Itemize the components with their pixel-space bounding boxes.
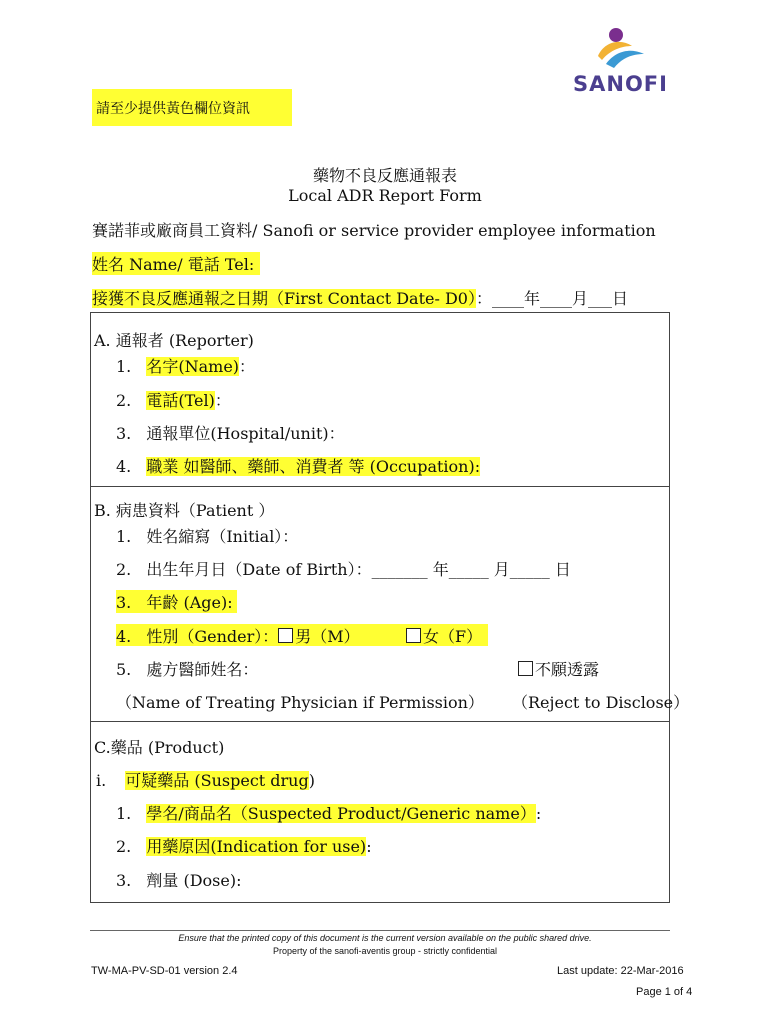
patient-initial-row [116, 524, 298, 547]
item-number: 1. [116, 527, 132, 546]
physician-row [116, 657, 258, 680]
reporter-hospital-row [116, 421, 345, 444]
employee-heading: 賽諾菲或廠商員工資料/ Sanofi or service provider employee information [92, 221, 656, 240]
item-number: 1. [116, 357, 132, 376]
colon: : [535, 804, 542, 823]
reporter-hospital-label: 通報單位(Hospital/unit)： [146, 424, 345, 443]
dose-row [116, 868, 241, 891]
footer-property: Property of the sanofi-aventis group - strictly confidential [272, 946, 498, 956]
highlight-note-box [92, 89, 292, 126]
gender-label: 性別（Gender）： [146, 627, 279, 646]
sanofi-logo-icon [570, 24, 670, 74]
product-name-label: 學名/商品名（Suspected Product/Generic name） [146, 804, 536, 823]
reject-label: 不願透露 [535, 660, 600, 679]
reporter-tel-row [116, 388, 231, 411]
dose-label: 劑量 (Dose): [146, 871, 242, 890]
physician-en: （Name of Treating Physician if Permission） [116, 693, 484, 712]
reporter-occupation-row [116, 454, 480, 477]
reporter-occupation-label: 職業 如醫師、藥師、消費者 等 (Occupation): [146, 457, 481, 476]
section-b-heading: B. 病患資料（Patient ） [94, 501, 275, 520]
highlight-note: 請至少提供黃色欄位資訊 [96, 101, 250, 117]
reject-row [518, 657, 599, 680]
colon: : [366, 837, 372, 856]
colon: ： [239, 357, 256, 376]
item-number: i. [96, 771, 107, 790]
patient-dob-row [116, 557, 571, 580]
patient-age-row [116, 590, 237, 613]
item-number: 4. [116, 627, 132, 646]
divider-b-c [90, 721, 670, 722]
item-number: 5. [116, 660, 132, 679]
item-number: 2. [116, 560, 132, 579]
title-en: Local ADR Report Form [288, 186, 482, 205]
reporter-tel-label: 電話(Tel) [146, 391, 215, 410]
indication-row [116, 834, 372, 857]
first-contact-label: 接獲不良反應通報之日期（First Contact Date- D0） [92, 289, 476, 308]
footer-disclaimer: Ensure that the printed copy of this document is the current version available on the public shared drive. [178, 933, 592, 943]
male-label: 男（M） [295, 627, 360, 646]
footer-page: Page 1 of 4 [636, 986, 693, 998]
logo-text: SANOFI [573, 72, 668, 96]
first-contact-date: ：____年____月___日 [476, 289, 629, 308]
sanofi-logo [570, 24, 670, 104]
item-number: 2. [116, 391, 132, 410]
footer-divider [90, 930, 670, 931]
suspect-drug-label: 可疑藥品 (Suspect drug [125, 771, 309, 790]
suspect-drug-row [96, 768, 315, 791]
reporter-name-label: 名字(Name) [146, 357, 240, 376]
item-number: 3. [116, 593, 132, 612]
male-checkbox[interactable] [278, 628, 293, 643]
item-number: 4. [116, 457, 132, 476]
item-number: 2. [116, 837, 132, 856]
employee-name-tel: 姓名 Name/ 電話 Tel: [92, 252, 260, 275]
colon: ： [214, 391, 231, 410]
divider-a-b [90, 486, 670, 487]
patient-dob-label: 出生年月日（Date of Birth）：_______ 年_____ 月_____ 日 [146, 560, 571, 579]
footer-doc-id: TW-MA-PV-SD-01 version 2.4 [91, 965, 238, 977]
patient-gender-row [116, 624, 488, 646]
footer-last-update: Last update: 22-Mar-2016 [557, 965, 684, 977]
item-number: 3. [116, 424, 132, 443]
physician-label: 處方醫師姓名： [146, 660, 259, 679]
product-name-row [116, 801, 541, 824]
patient-age-label: 年齡 (Age): [146, 593, 233, 612]
item-number: 3. [116, 871, 132, 890]
female-checkbox[interactable] [406, 628, 421, 643]
first-contact-row [92, 286, 628, 309]
paren: ) [308, 771, 315, 790]
patient-initial-label: 姓名縮寫（Initial）： [146, 527, 299, 546]
female-label: 女（F） [423, 627, 483, 646]
title-zh: 藥物不良反應通報表 [312, 166, 457, 185]
section-c-heading: C.藥品 (Product) [94, 738, 225, 757]
reject-checkbox[interactable] [518, 661, 533, 676]
reporter-name-row [116, 354, 255, 377]
item-number: 1. [116, 804, 132, 823]
reject-en: （Reject to Disclose） [512, 693, 690, 712]
section-a-heading: A. 通報者 (Reporter) [94, 331, 254, 350]
indication-label: 用藥原因(Indication for use) [146, 837, 367, 856]
